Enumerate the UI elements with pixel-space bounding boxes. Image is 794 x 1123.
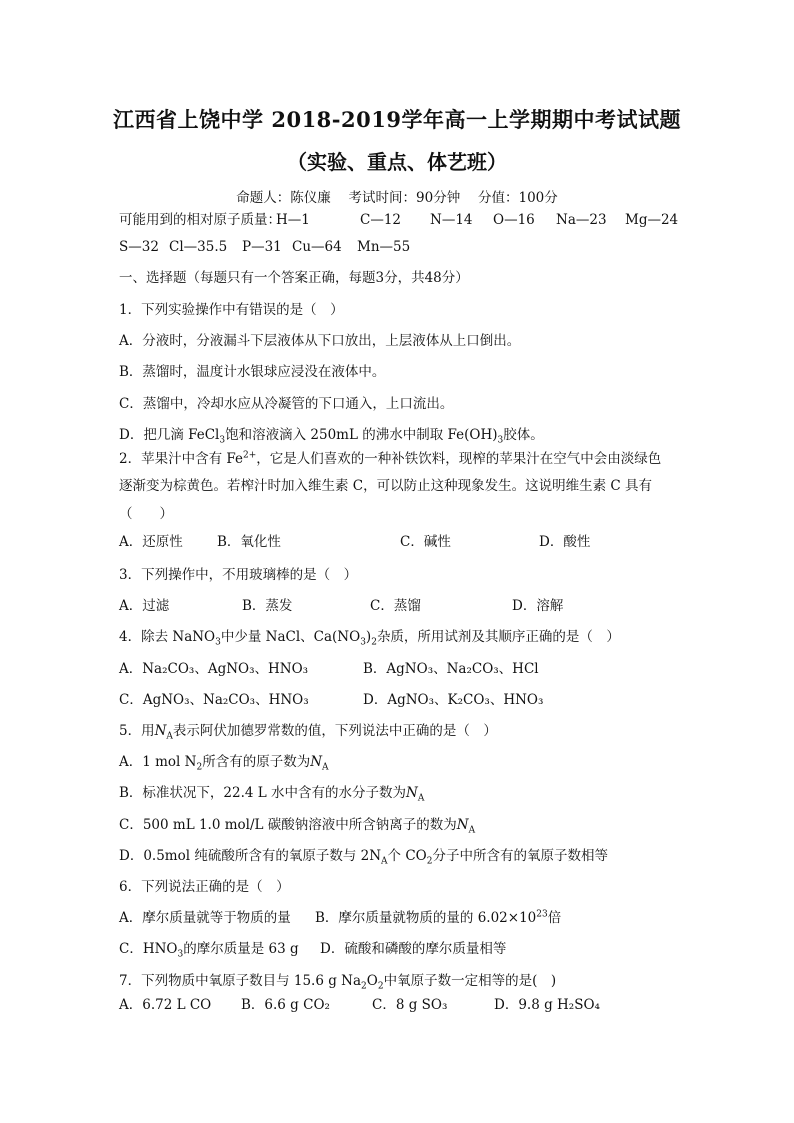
mass-o: O—16 — [493, 212, 535, 228]
q1-option-c: C．蒸馏中，冷却水应从冷凝管的下口通入，上口流出。 — [119, 396, 454, 412]
q1-stem: 1．下列实验操作中有错误的是（ ） — [119, 302, 344, 318]
mass-s: S—32 — [119, 239, 159, 255]
q7-stem: 7．下列物质中氧原子数目与 15.6 g $Na_2O_2$中氧原子数一定相等的是( ) — [119, 973, 557, 992]
mass-h: H—1 — [276, 212, 310, 228]
q3-option-a: A．过滤 — [119, 598, 170, 614]
mass-mg: Mg—24 — [625, 212, 679, 228]
q5-option-a: A．1 mol $N_2$所含有的原子数为$N_A$ — [119, 754, 329, 773]
atomic-mass-line-1 — [119, 210, 679, 230]
q7-option-d: D．9.8 g H₂SO₄ — [494, 997, 600, 1013]
mass-p: P—31 — [242, 239, 282, 255]
q7-option-c: C．8 g SO₃ — [372, 997, 448, 1013]
q4-option-c: C．AgNO₃、Na₂CO₃、HNO₃ — [119, 692, 309, 708]
q5-option-b: B．标准状况下，22.4 L 水中含有的水分子数为$N_A$ — [119, 785, 425, 804]
page-subtitle: （实验、重点、体艺班） — [287, 150, 507, 174]
q3-option-d: D．溶解 — [512, 598, 564, 614]
q4-option-b: B．AgNO₃、Na₂CO₃、HCl — [363, 661, 539, 677]
q5-stem: 5．用$N_A$表示阿伏加德罗常数的值，下列说法中正确的是（ ） — [119, 723, 497, 742]
mass-c: C—12 — [360, 212, 402, 228]
q2-option-a: A．还原性 — [119, 534, 183, 550]
q6-stem: 6．下列说法正确的是（ ） — [119, 879, 290, 895]
atomic-mass-label: 可能用到的相对原子质量： — [119, 212, 281, 228]
q3-option-c: C．蒸馏 — [370, 598, 421, 614]
mass-mn: Mn—55 — [357, 239, 411, 255]
page-title: 江西省上饶中学 2018-2019学年高一上学期期中考试试题 — [113, 107, 681, 132]
q6-option-c: C．$HNO_3$的摩尔质量是 63 g — [119, 941, 299, 960]
q2-stem-line-2: 逐渐变为棕黄色。若榨汁时加入维生素 C，可以防止这种现象发生。这说明维生素 C 具有 — [119, 478, 653, 494]
q3-stem: 3．下列操作中，不用玻璃棒的是（ ） — [119, 567, 358, 583]
mass-cu: Cu—64 — [292, 239, 342, 255]
q2-stem-line-3: （ ） — [119, 506, 173, 522]
q6-option-b: B．摩尔质量就物质的量的 $6.02\times 10^{23}$倍 — [315, 909, 562, 926]
mass-n: N—14 — [430, 212, 473, 228]
q5-option-c: C．500 mL 1.0 mol/L 碳酸钠溶液中所含钠离子的数为$N_A$ — [119, 817, 476, 836]
q7-option-a: A．6.72 L CO — [119, 997, 212, 1013]
mass-cl: Cl—35.5 — [169, 239, 228, 255]
q2-option-b: B．氧化性 — [217, 534, 281, 550]
mass-na: Na—23 — [556, 212, 607, 228]
q3-option-b: B．蒸发 — [242, 598, 293, 614]
q5-option-d: D．0.5mol 纯硫酸所含有的氧原子数与 $2N_A$个 $CO_2$分子中所含有的氧原子数相等 — [119, 848, 608, 867]
section-heading: 一、选择题（每题只有一个答案正确，每题3分，共48分） — [119, 270, 469, 286]
q4-stem: 4．除去 NaNO$_3$中少量 NaCl、$Ca(NO_3)_2$杂质，所用试剂及其顺序正确的是（ ） — [119, 629, 620, 648]
q2-option-c: C．碱性 — [400, 534, 451, 550]
exam-meta: 命题人：陈仪廉 考试时间：90分钟 分值：100分 — [236, 190, 558, 206]
q6-option-d: D．硫酸和磷酸的摩尔质量相等 — [320, 941, 507, 957]
q1-option-b: B．蒸馏时，温度计水银球应浸没在液体中。 — [119, 364, 386, 380]
q6-option-a: A．摩尔质量就等于物质的量 — [119, 910, 291, 926]
q4-option-d: D．AgNO₃、K₂CO₃、HNO₃ — [363, 692, 544, 708]
q7-option-b: B．6.6 g CO₂ — [241, 997, 330, 1013]
q1-option-d: D．把几滴 FeCl$_3$饱和溶液滴入 250mL 的沸水中制取 $Fe(OH)_3$胶体。 — [119, 427, 544, 446]
q1-option-a: A．分液时，分液漏斗下层液体从下口放出，上层液体从上口倒出。 — [119, 333, 521, 349]
q4-option-a: A．Na₂CO₃、AgNO₃、HNO₃ — [119, 661, 309, 677]
q2-option-d: D．酸性 — [539, 534, 591, 550]
q2-stem-line-1: 2．苹果汁中含有 $Fe^{2+}$，它是人们喜欢的一种补铁饮料，现榨的苹果汁在空气中会由淡绿色 — [119, 450, 662, 467]
